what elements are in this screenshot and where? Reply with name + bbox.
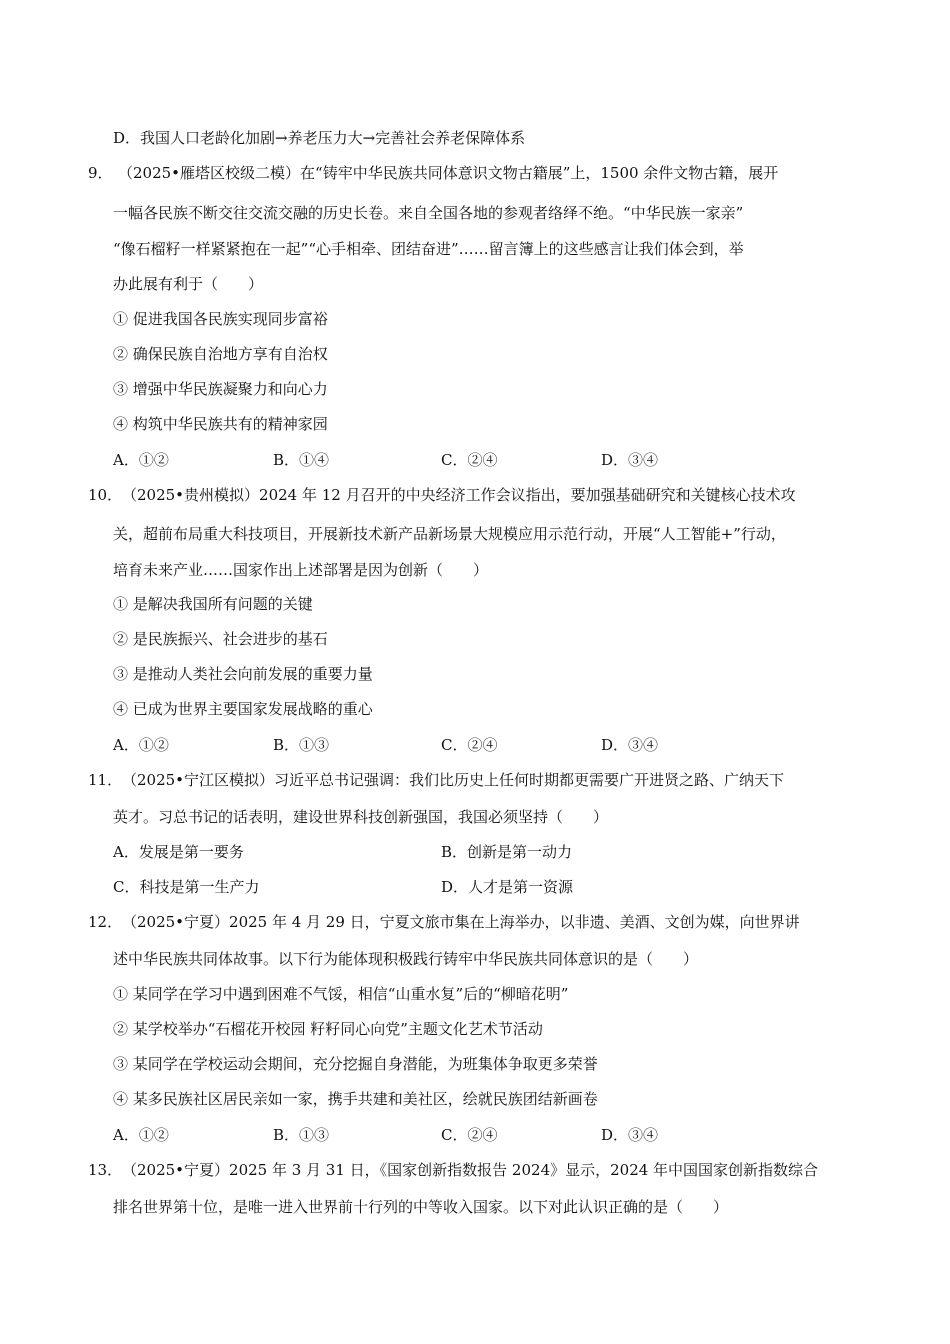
question-10-stem-line: 关，超前布局重大科技项目，开展新技术新产品新场景大规模应用示范行动，开展“人工智能+”行动， [113, 525, 786, 543]
question-10-option-c: C．②④ [441, 736, 498, 754]
question-11-stem-line: （2025•宁江区模拟）习近平总书记强调：我们比历史上任何时期都更需要广开进贤之路、广纳天下 [122, 771, 785, 789]
question-9-stem-line: 一幅各民族不断交往交流交融的历史长卷。来自全国各地的参观者络绎不绝。“中华民族一家亲” [113, 204, 744, 222]
question-13-stem-line: 排名世界第十位，是唯一进入世界前十行列的中等收入国家。以下对此认识正确的是（ ） [113, 1198, 729, 1216]
prev-option-d: D．我国人口老龄化加剧→养老压力大→完善社会养老保障体系 [113, 129, 526, 147]
question-10-item: ① 是解决我国所有问题的关键 [113, 595, 313, 613]
question-9-option-c: C．②④ [441, 451, 498, 469]
question-9-option-b: B．①④ [273, 451, 330, 469]
question-9-stem-line: （2025•雁塔区校级二模）在“铸牢中华民族共同体意识文物古籍展”上，1500 余件文物古籍，展开 [118, 164, 779, 182]
question-11-option-d: D．人才是第一资源 [441, 878, 574, 896]
question-9-item: ① 促进我国各民族实现同步富裕 [113, 310, 328, 328]
question-9-stem-line: 办此展有利于（ ） [113, 275, 264, 293]
question-12-item: ③ 某同学在学校运动会期间，充分挖掘自身潜能，为班集体争取更多荣誉 [113, 1055, 598, 1073]
question-10-option-b: B．①③ [273, 736, 330, 754]
question-13-number: 13． [88, 1161, 123, 1179]
question-9-stem-line: “像石榴籽一样紧紧抱在一起”“心手相牵、团结奋进”……留言簿上的这些感言让我们体会到，举 [113, 240, 744, 258]
question-9-number: 9． [88, 164, 113, 182]
question-11-option-a: A．发展是第一要务 [113, 843, 244, 861]
question-12-stem-line: （2025•宁夏）2025 年 4 月 29 日，宁夏文旅市集在上海举办，以非遗、美酒、文创为媒，向世界讲 [122, 913, 800, 931]
question-12-item: ① 某同学在学习中遇到困难不气馁，相信“山重水复”后的“柳暗花明” [113, 985, 569, 1003]
question-10-stem-line: 培育未来产业……国家作出上述部署是因为创新（ ） [113, 561, 489, 579]
question-10-stem-line: （2025•贵州模拟）2024 年 12 月召开的中央经济工作会议指出，要加强基础研究和关键核心技术攻 [122, 486, 796, 504]
question-12-option-d: D．③④ [601, 1126, 659, 1144]
question-10-item: ② 是民族振兴、社会进步的基石 [113, 630, 328, 648]
question-12-item: ② 某学校举办“石榴花开校园 籽籽同心向党”主题文化艺术节活动 [113, 1020, 543, 1038]
question-11-option-c: C．科技是第一生产力 [113, 878, 260, 896]
question-12-option-a: A．①② [113, 1126, 169, 1144]
question-12-item: ④ 某多民族社区居民亲如一家，携手共建和美社区，绘就民族团结新画卷 [113, 1090, 598, 1108]
question-12-option-b: B．①③ [273, 1126, 330, 1144]
question-9-option-a: A．①② [113, 451, 169, 469]
question-10-item: ③ 是推动人类社会向前发展的重要力量 [113, 665, 373, 683]
question-10-item: ④ 已成为世界主要国家发展战略的重心 [113, 700, 373, 718]
question-12-option-c: C．②④ [441, 1126, 498, 1144]
question-11-option-b: B．创新是第一动力 [441, 843, 573, 861]
question-11-number: 11． [88, 771, 123, 789]
question-9-item: ④ 构筑中华民族共有的精神家园 [113, 415, 328, 433]
question-12-stem-line: 述中华民族共同体故事。以下行为能体现积极践行铸牢中华民族共同体意识的是（ ） [113, 950, 699, 968]
question-9-option-d: D．③④ [601, 451, 659, 469]
question-10-number: 10． [88, 486, 123, 504]
question-10-option-d: D．③④ [601, 736, 659, 754]
question-9-item: ② 确保民族自治地方享有自治权 [113, 345, 328, 363]
question-12-number: 12． [88, 913, 123, 931]
question-11-stem-line: 英才。习总书记的话表明，建设世界科技创新强国，我国必须坚持（ ） [113, 808, 609, 826]
question-10-option-a: A．①② [113, 736, 169, 754]
question-13-stem-line: （2025•宁夏）2025 年 3 月 31 日，《国家创新指数报告 2024》显示，2024 年中国国家创新指数综合 [122, 1161, 819, 1179]
question-9-item: ③ 增强中华民族凝聚力和向心力 [113, 380, 328, 398]
